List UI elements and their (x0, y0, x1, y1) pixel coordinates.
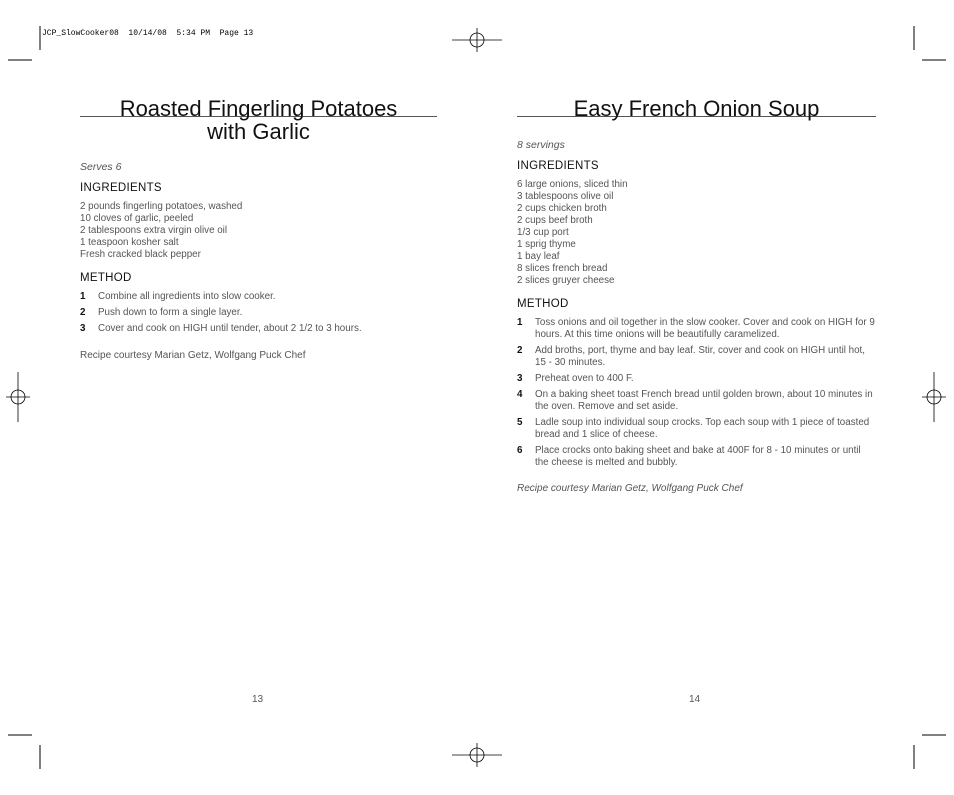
method-step (517, 345, 875, 369)
recipe-title: Easy French Onion Soup (573, 96, 820, 121)
serves-text: 8 servings (517, 139, 565, 151)
ingredient-item: 1 sprig thyme (517, 239, 576, 250)
method-step (517, 317, 875, 341)
method-steps (80, 291, 420, 335)
registration-mark-top (452, 28, 502, 52)
method-step (80, 291, 420, 303)
step-text: On a baking sheet toast French bread until golden brown, about 10 minutes in the oven. Remove and set aside. (535, 389, 873, 412)
ingredient-item: 1 bay leaf (517, 251, 560, 262)
ingredient-item: 2 pounds fingerling potatoes, washed (80, 201, 243, 212)
recipe-credit: Recipe courtesy Marian Getz, Wolfgang Puck Chef (80, 350, 306, 361)
method-step (517, 445, 875, 469)
step-number: 6 (517, 445, 523, 456)
method-step (517, 373, 875, 385)
ingredient-item: 6 large onions, sliced thin (517, 179, 628, 190)
step-text: Combine all ingredients into slow cooker. (98, 291, 276, 302)
step-number: 3 (517, 373, 523, 384)
method-heading: METHOD (517, 298, 569, 310)
ingredients-list (80, 201, 242, 261)
ingredient-item: 2 cups chicken broth (517, 203, 607, 214)
ingredient-item: 3 tablespoons olive oil (517, 191, 614, 202)
step-number: 5 (517, 417, 523, 428)
registration-mark-bottom (452, 743, 502, 767)
step-text: Push down to form a single layer. (98, 307, 243, 318)
step-text: Preheat oven to 400 F. (535, 373, 634, 384)
ingredients-heading: INGREDIENTS (517, 160, 599, 172)
step-text: Cover and cook on HIGH until tender, about 2 1/2 to 3 hours. (98, 323, 362, 334)
recipe-credit: Recipe courtesy Marian Getz, Wolfgang Puck Chef (517, 483, 743, 494)
page-number: 14 (689, 694, 701, 705)
method-step (517, 389, 875, 413)
ingredient-item: 1 teaspoon kosher salt (80, 237, 179, 248)
ingredient-item: 1/3 cup port (517, 227, 569, 238)
ingredients-heading: INGREDIENTS (80, 182, 162, 194)
method-step (80, 323, 420, 335)
recipe-title (80, 97, 437, 143)
ingredient-item: 8 slices french bread (517, 263, 608, 274)
registration-mark-left (6, 372, 30, 422)
method-heading: METHOD (80, 272, 132, 284)
method-step (80, 307, 420, 319)
title-line-2: with Garlic (207, 119, 310, 144)
step-number: 2 (517, 345, 523, 356)
step-text: Add broths, port, thyme and bay leaf. Stir, cover and cook on HIGH until hot, 15 - 30 minutes. (535, 345, 866, 368)
ingredients-list (517, 179, 628, 287)
serves-text: Serves 6 (80, 161, 122, 173)
step-number: 1 (517, 317, 523, 328)
ingredient-item: 2 slices gruyer cheese (517, 275, 615, 286)
step-number: 4 (517, 389, 523, 400)
print-slug-line: JCP_SlowCooker08 10/14/08 5:34 PM Page 13 (42, 29, 254, 38)
title-line-1: Roasted Fingerling Potatoes (119, 96, 398, 121)
step-text: Ladle soup into individual soup crocks. Top each soup with 1 piece of toasted bread and 1 slice of cheese. (535, 417, 870, 440)
recipe-title-block (517, 97, 876, 120)
registration-mark-right (922, 372, 946, 422)
ingredient-item: 2 cups beef broth (517, 215, 593, 226)
step-number: 1 (80, 291, 86, 302)
ingredient-item: 2 tablespoons extra virgin olive oil (80, 225, 228, 236)
step-text: Toss onions and oil together in the slow cooker. Cover and cook on HIGH for 9 hours. At this time onions will be beautifully caramelized. (535, 317, 875, 340)
method-step (517, 417, 875, 441)
step-number: 3 (80, 323, 86, 334)
recipe-title-block (80, 97, 437, 143)
page-number: 13 (252, 694, 264, 705)
method-steps (517, 317, 875, 469)
ingredient-item: Fresh cracked black pepper (80, 249, 201, 260)
step-number: 2 (80, 307, 86, 318)
step-text: Place crocks onto baking sheet and bake at 400F for 8 - 10 minutes or until the cheese is melted and bubbly. (535, 445, 861, 468)
ingredient-item: 10 cloves of garlic, peeled (80, 213, 194, 224)
